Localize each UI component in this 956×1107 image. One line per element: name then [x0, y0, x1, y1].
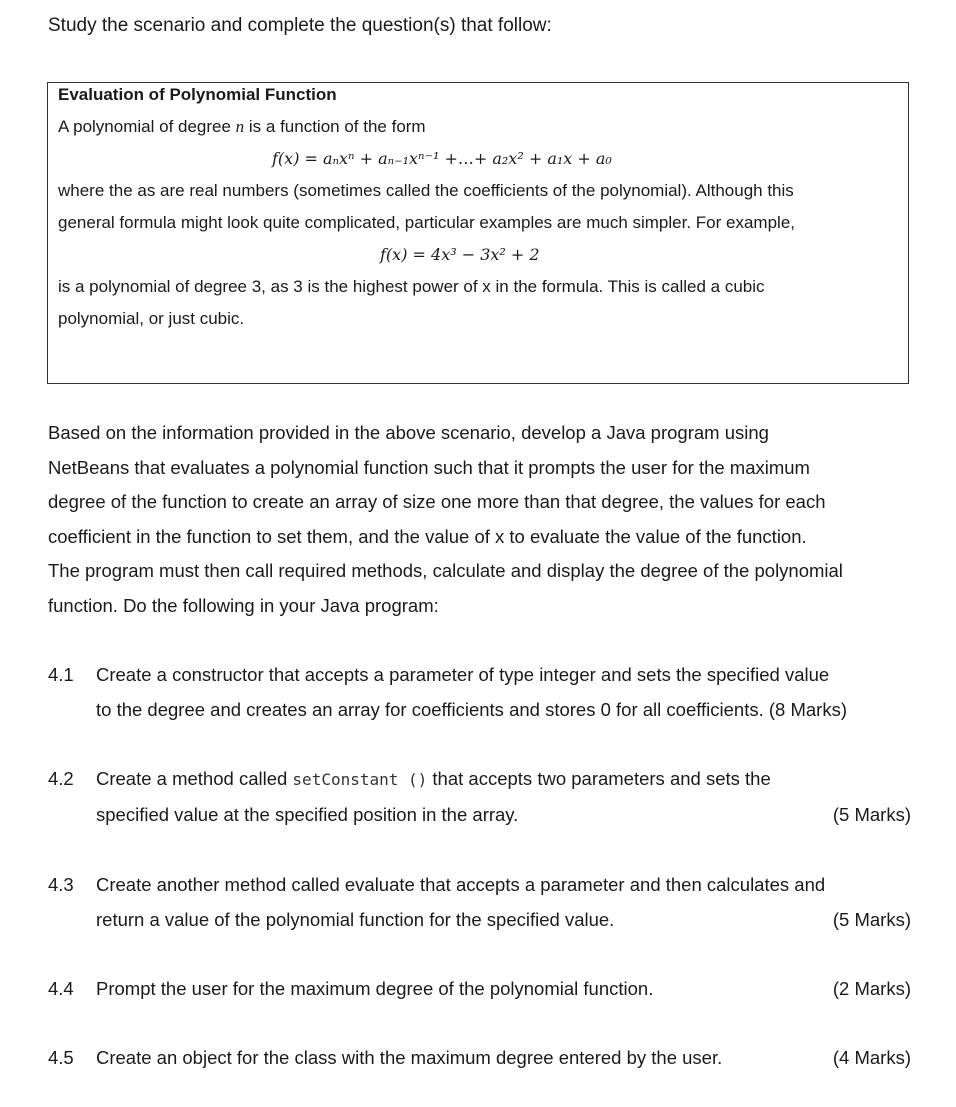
task-line: NetBeans that evaluates a polynomial function such that it prompts the user for the maximum	[48, 456, 810, 478]
question-number-4-4: 4.4	[48, 978, 74, 999]
task-line: The program must then call required methods, calculate and display the degree of the polynomial	[48, 560, 843, 581]
scenario-line-2: where the as are real numbers (sometimes called the coefficients of the polynomial). Although this	[58, 181, 794, 200]
question-number-4-2: 4.2	[48, 768, 74, 789]
task-line: coefficient in the function to set them, and the value of x to evaluate the value of the function.	[48, 525, 807, 547]
question-4-3-line-1: Create another method called evaluate that accepts a parameter and then calculates and	[96, 874, 826, 895]
method-name-code: setConstant ()	[292, 770, 428, 789]
task-line: Based on the information provided in the above scenario, develop a Java program using	[48, 422, 769, 443]
scenario-line-4: is a polynomial of degree 3, as 3 is the highest power of x in the formula. This is called a cubic	[58, 277, 765, 296]
task-line: function. Do the following in your Java program:	[48, 594, 439, 616]
scenario-line-3: general formula might look quite complicated, particular examples are much simpler. For example,	[58, 213, 795, 232]
question-4-2-line-2: specified value at the specified position in the array.	[96, 804, 519, 825]
question-4-3-marks: (5 Marks)	[832, 909, 911, 930]
question-4-5-marks: (4 Marks)	[832, 1047, 911, 1068]
question-4-4-line-1: Prompt the user for the maximum degree of the polynomial function.	[96, 978, 654, 999]
scenario-title: Evaluation of Polynomial Function	[58, 85, 337, 104]
question-4-5-line-1: Create an object for the class with the maximum degree entered by the user.	[96, 1047, 723, 1068]
question-4-3-line-2: return a value of the polynomial function for the specified value.	[96, 909, 615, 930]
question-4-4-marks: (2 Marks)	[832, 978, 911, 999]
scenario-line-1: A polynomial of degree n is a function of the form	[58, 117, 426, 136]
question-4-1-line-2: to the degree and creates an array for coefficients and stores 0 for all coefficients. (8 Marks)	[96, 699, 848, 720]
task-line: degree of the function to create an array of size one more than that degree, the values for each	[48, 491, 826, 512]
intro-instruction: Study the scenario and complete the question(s) that follow:	[48, 15, 552, 36]
scenario-line-5: polynomial, or just cubic.	[58, 309, 245, 328]
question-number-4-5: 4.5	[48, 1047, 74, 1068]
question-4-1-line-1: Create a constructor that accepts a parameter of type integer and sets the specified value	[96, 664, 830, 685]
general-polynomial-formula: f(x) = aₙxⁿ + aₙ₋₁xⁿ⁻¹ +…+ a₂x² + a₁x + a₀	[272, 149, 612, 168]
question-4-2-marks: (5 Marks)	[832, 804, 911, 825]
question-4-2-line-1: Create a method called setConstant () that accepts two parameters and sets the	[96, 768, 771, 789]
cubic-example-formula: f(x) = 4x³ − 3x² + 2	[380, 245, 540, 264]
task-paragraph	[48, 416, 928, 623]
question-number-4-1: 4.1	[48, 664, 74, 685]
question-number-4-3: 4.3	[48, 874, 74, 895]
